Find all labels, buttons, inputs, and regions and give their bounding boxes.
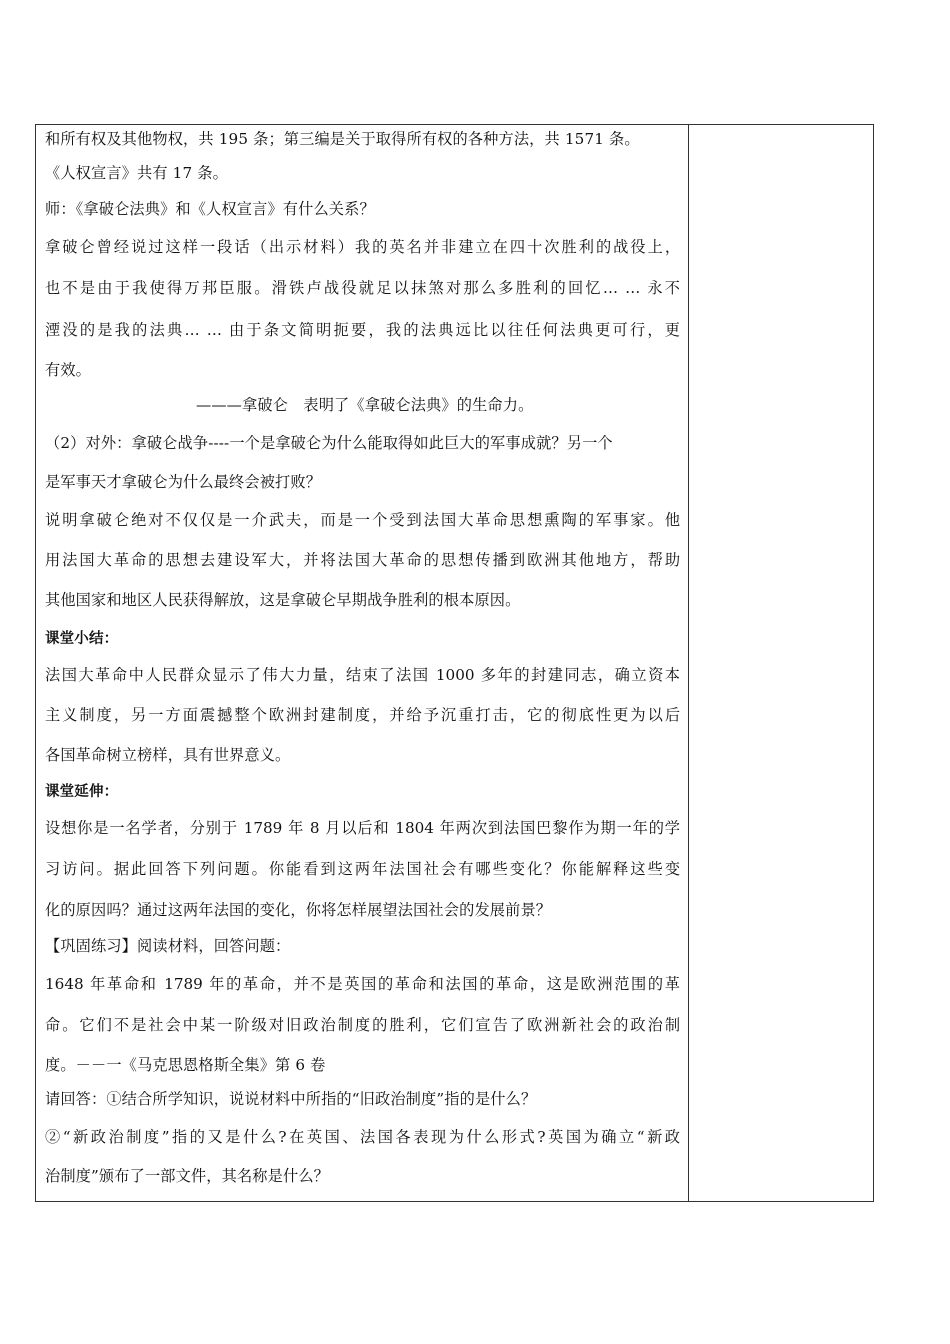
text-line: （2）对外：拿破仑战争----一个是拿破仑为什么能取得如此巨大的军事成就？另一个 — [45, 434, 613, 452]
section-heading-extension: 课堂延伸： — [45, 784, 119, 800]
lesson-table — [35, 124, 874, 1202]
text-line: 其他国家和地区人民获得解放，这是拿破仑早期战争胜利的根本原因。 — [45, 591, 521, 609]
main-content-cell — [45, 125, 680, 1201]
text-line: 1648 年革命和 1789 年的革命，并不是英国的革命和法国的革命，这是欧洲范围的革 — [45, 975, 680, 993]
text-line: 说明拿破仑绝对不仅仅是一介武夫，而是一个受到法国大革命思想熏陶的军事家。他 — [45, 511, 680, 529]
teacher-question: 师：《拿破仑法典》和《人权宣言》有什么关系？ — [45, 200, 375, 218]
section-heading-summary: 课堂小结： — [45, 631, 119, 647]
text-line: 用法国大革命的思想去建设军大，并将法国大革命的思想传播到欧洲其他地方，帮助 — [45, 551, 680, 569]
text-line: 《人权宣言》共有 17 条。 — [45, 164, 228, 182]
question-line: ②“新政治制度”指的又是什么?在英国、法国各表现为什么形式?英国为确立“新政 — [45, 1128, 680, 1146]
text-line: 设想你是一名学者，分别于 1789 年 8 月以后和 1804 年两次到法国巴黎作为期一年的学 — [45, 819, 680, 837]
text-line: 法国大革命中人民群众显示了伟大力量，结束了法国 1000 多年的封建同志，确立资本 — [45, 666, 680, 684]
text-line: 和所有权及其他物权，共 195 条；第三编是关于取得所有权的各种方法，共 1571 条。 — [45, 130, 640, 148]
question-line: 请回答：①结合所学知识，说说材料中所指的“旧政治制度”指的是什么？ — [45, 1090, 537, 1108]
text-line: 主义制度，另一方面震撼整个欧洲封建制度，并给予沉重打击，它的彻底性更为以后 — [45, 706, 680, 724]
notes-cell — [689, 125, 873, 1201]
text-line: 命。它们不是社会中某一阶级对旧政治制度的胜利，它们宣告了欧洲新社会的政治制 — [45, 1016, 680, 1034]
text-line: 习访问。据此回答下列问题。你能看到这两年法国社会有哪些变化？你能解释这些变 — [45, 860, 680, 878]
quote-line: 也不是由于我使得万邦臣服。滑铁卢战役就足以抹煞对那么多胜利的回忆… … 永不 — [45, 279, 680, 297]
text-line: 度。－－一《马克思恩格斯全集》第 6 卷 — [45, 1056, 326, 1074]
quote-attribution: ———拿破仑 表明了《拿破仑法典》的生命力。 — [196, 396, 534, 414]
quote-line: 有效。 — [45, 361, 92, 379]
text-line: 化的原因吗？通过这两年法国的变化，你将怎样展望法国社会的发展前景？ — [45, 901, 552, 919]
text-line: 各国革命树立榜样，具有世界意义。 — [45, 746, 291, 764]
text-line: 是军事天才拿破仑为什么最终会被打败？ — [45, 473, 322, 491]
exercise-heading: 【巩固练习】阅读材料，回答问题： — [45, 937, 291, 955]
quote-line: 拿破仑曾经说过这样一段话（出示材料）我的英名并非建立在四十次胜利的战役上， — [45, 238, 680, 256]
quote-line: 湮没的是我的法典… … 由于条文简明扼要，我的法典远比以往任何法典更可行，更 — [45, 321, 680, 339]
question-line: 治制度”颁布了一部文件，其名称是什么？ — [45, 1167, 329, 1185]
